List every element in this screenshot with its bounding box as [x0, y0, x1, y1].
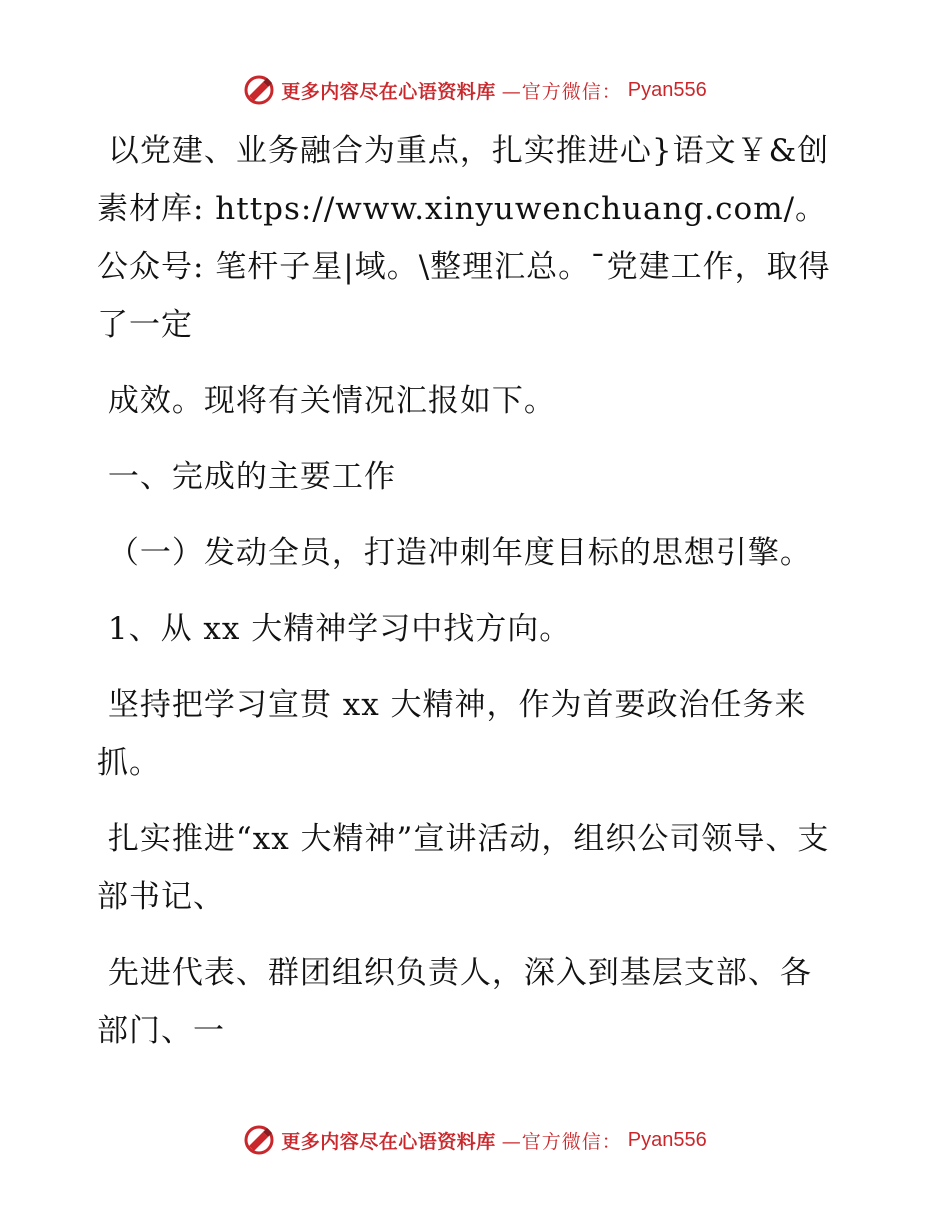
section-heading: 一、完成的主要工作: [97, 459, 396, 495]
banner-brand-text: 更多内容尽在心语资料库: [281, 1130, 496, 1153]
banner-brand-text: 更多内容尽在心语资料库: [281, 80, 496, 103]
paragraph: 以党建、业务融合为重点，扎实推进心}语文￥&创素材库: https://www.xinyuwenchuang.com/。公众号: 笔杆子星|域。\整理汇总。¯党建工作，取得了一定: [97, 133, 831, 343]
footer-watermark-banner: [0, 1120, 950, 1160]
pen-logo-icon: [243, 74, 275, 106]
paragraph: 先进代表、群团组织负责人，深入到基层支部、各部门、一: [97, 955, 812, 1049]
pen-logo-icon: [243, 1124, 275, 1156]
banner-wechat-handle: Pyan556: [627, 78, 707, 101]
paragraph: 成效。现将有关情况汇报如下。: [97, 383, 556, 419]
subsection-heading: （一）发动全员，打造冲刺年度目标的思想引擎。: [97, 535, 812, 571]
banner-wechat-handle: Pyan556: [627, 1128, 707, 1151]
banner-wechat-label: —官方微信：: [501, 80, 622, 103]
paragraph: 扎实推进“xx 大精神”宣讲活动，组织公司领导、支部书记、: [97, 821, 830, 915]
header-watermark-banner: [0, 70, 950, 110]
item-heading: 1、从 xx 大精神学习中找方向。: [97, 611, 572, 647]
document-body: [97, 122, 837, 1078]
paragraph: 坚持把学习宣贯 xx 大精神，作为首要政治任务来抓。: [97, 687, 807, 781]
banner-wechat-label: —官方微信：: [501, 1130, 622, 1153]
